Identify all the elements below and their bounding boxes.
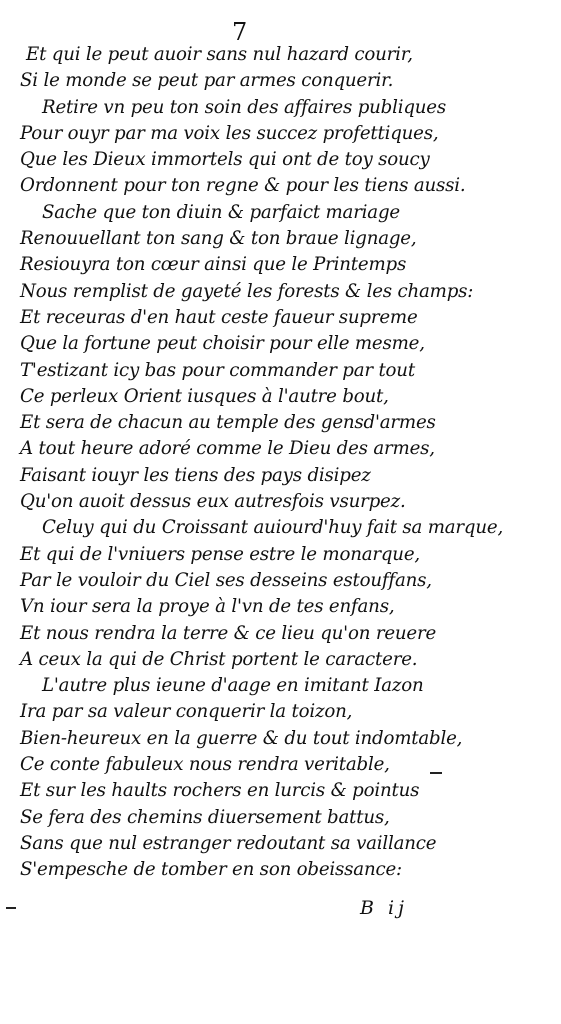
verse-block [20, 42, 540, 884]
verse-line: Sans que nul estranger redoutant sa vaillance [20, 832, 437, 854]
verse-line: Si le monde se peut par armes conquerir. [20, 70, 394, 92]
verse-line: Que la fortune peut choisir pour elle mesme, [20, 333, 425, 355]
verse-line: Et nous rendra la terre & ce lieu qu'on reuere [20, 622, 437, 644]
verse-line: Renouuellant ton sang & ton braue lignage, [20, 228, 417, 250]
verse-line: Que les Dieux immortels qui ont de toy soucy [20, 149, 430, 171]
verse-line: Retire vn peu ton soin des affaires publiques [42, 96, 446, 118]
verse-line: Par le vouloir du Ciel ses desseins estouffans, [20, 569, 432, 591]
signature-mark: B ij [360, 897, 408, 919]
verse-line: A ceux la qui de Christ portent le caractere. [20, 648, 418, 670]
verse-line: Nous remplist de gayeté les forests & les champs: [20, 280, 474, 302]
page-number: 7 [232, 18, 248, 46]
verse-line: Bien-heureux en la guerre & du tout indomtable, [20, 727, 463, 749]
verse-line: Faisant iouyr les tiens des pays disipez [20, 464, 371, 486]
verse-line: Se fera des chemins diuersement battus, [20, 806, 390, 828]
verse-line: Ordonnent pour ton regne & pour les tiens aussi. [20, 175, 466, 197]
verse-line: Ce conte fabuleux nous rendra veritable, [20, 754, 390, 776]
verse-line: A tout heure adoré comme le Dieu des armes, [20, 438, 435, 460]
verse-line: Ce perleux Orient iusques à l'autre bout, [20, 385, 389, 407]
verse-line: Et qui de l'vniuers pense estre le monarque, [20, 543, 420, 565]
verse-line: Ira par sa valeur conquerir la toizon, [20, 701, 353, 723]
verse-line: S'empesche de tomber en son obeissance: [20, 859, 402, 881]
verse-line: Pour ouyr par ma voix les succez profettiques, [20, 122, 439, 144]
verse-line: L'autre plus ieune d'aage en imitant Iazon [42, 675, 424, 697]
verse-line: Et receuras d'en haut ceste faueur supreme [20, 306, 418, 328]
verse-line: Sache que ton diuin & parfaict mariage [42, 201, 400, 223]
margin-mark [6, 907, 16, 909]
verse-line: Et sera de chacun au temple des gensd'armes [20, 412, 436, 434]
verse-line: Qu'on auoit dessus eux autresfois vsurpez. [20, 491, 406, 513]
margin-mark [430, 772, 442, 774]
verse-line: Et sur les haults rochers en lurcis & pointus [20, 780, 420, 802]
verse-line: Resiouyra ton cœur ainsi que le Printemps [20, 254, 407, 276]
verse-line: Vn iour sera la proye à l'vn de tes enfans, [20, 596, 395, 618]
verse-line: Et qui le peut auoir sans nul hazard courir, [26, 44, 413, 65]
verse-line: Celuy qui du Croissant auiourd'huy fait sa marque, [42, 517, 504, 539]
verse-line: T'estizant icy bas pour commander par tout [20, 359, 415, 381]
